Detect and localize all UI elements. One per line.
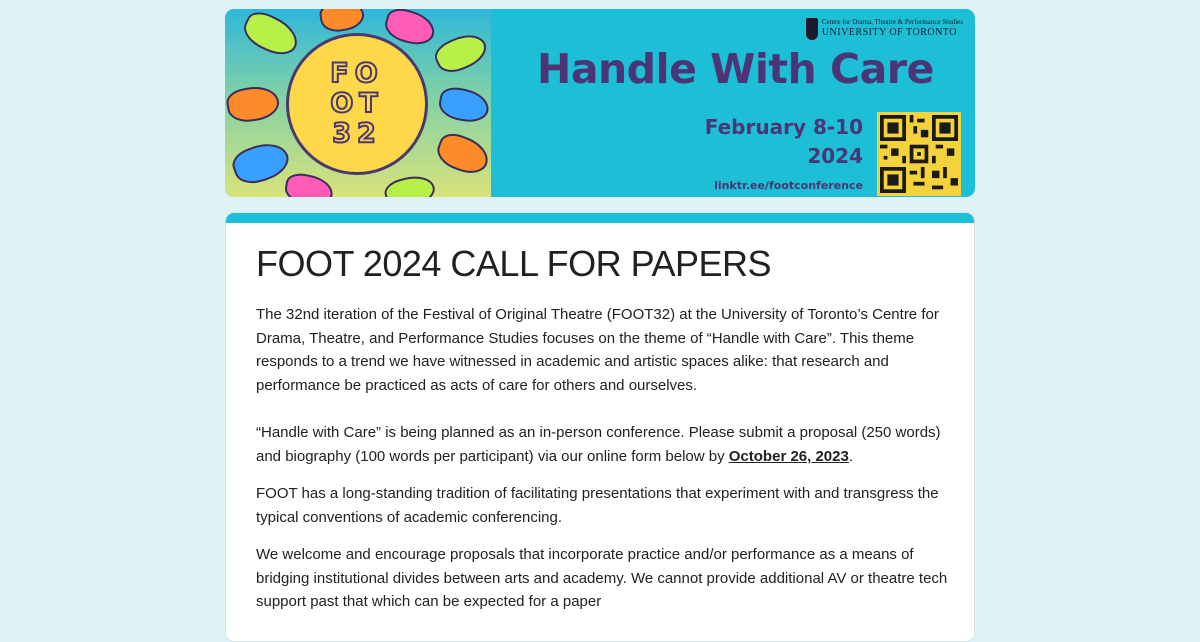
form-description-card <box>225 212 975 642</box>
hand-illustration <box>431 28 492 79</box>
university-logo <box>822 18 963 39</box>
description-paragraph: FOOT has a long-standing tradition of facilitating presentations that experiment with and transgress the typical conventions of academic conferencing. <box>256 485 939 526</box>
paragraph-text: . <box>848 447 854 465</box>
description-paragraph: We welcome and encourage proposals that incorporate practice and/or performance as a means of bridging institutional divides between arts and academy. We cannot provide additional AV or theatre tech support past that which can be expected for a paper <box>256 546 948 610</box>
hand-illustration <box>225 83 282 126</box>
description-paragraph <box>256 421 956 468</box>
hand-illustration <box>433 129 493 179</box>
hand-illustration <box>437 85 492 125</box>
header-banner-image <box>225 9 975 197</box>
hand-illustration <box>283 171 335 197</box>
banner-title: Handle With Care <box>537 45 934 93</box>
qr-code-pattern <box>880 115 958 193</box>
hand-illustration <box>318 9 367 35</box>
institution-name: UNIVERSITY OF TORONTO <box>821 27 957 38</box>
paragraph-text: “Handle with Care” is being planned as an in-person conference. Please submit a proposal (250 words) and biography (100 words per participant) via our online form below by <box>256 424 941 465</box>
event-dates-line: February 8-10 <box>704 115 863 139</box>
form-title: FOOT 2024 CALL FOR PAPERS <box>256 243 772 284</box>
conference-link: linktr.ee/footconference <box>714 179 863 192</box>
institution-department: Centre for Drama, Theatre & Performance Studies <box>821 18 963 26</box>
event-dates <box>705 113 863 171</box>
banner-artwork <box>225 9 491 197</box>
form-description <box>256 303 956 628</box>
hand-illustration <box>382 171 438 197</box>
logo-line: 32 <box>332 118 382 149</box>
foot32-logo <box>286 33 428 175</box>
qr-code <box>877 112 961 196</box>
event-year: 2024 <box>807 144 863 168</box>
hand-illustration <box>229 137 294 190</box>
description-paragraph: The 32nd iteration of the Festival of Original Theatre (FOOT32) at the University of Toronto’s Centre for Drama, Theatre, and Performance Studies focuses on the theme of “Handle with Care”. This theme responds to a trend we have witnessed in academic and artistic spaces alike: that research and performance be practiced as acts of care for others and ourselves. <box>256 306 939 394</box>
logo-line: OT <box>330 88 384 119</box>
university-crest-icon <box>806 18 818 40</box>
card-accent-bar <box>226 213 974 223</box>
logo-line: FO <box>330 58 384 89</box>
deadline-date: October 26, 2023 <box>728 447 849 465</box>
